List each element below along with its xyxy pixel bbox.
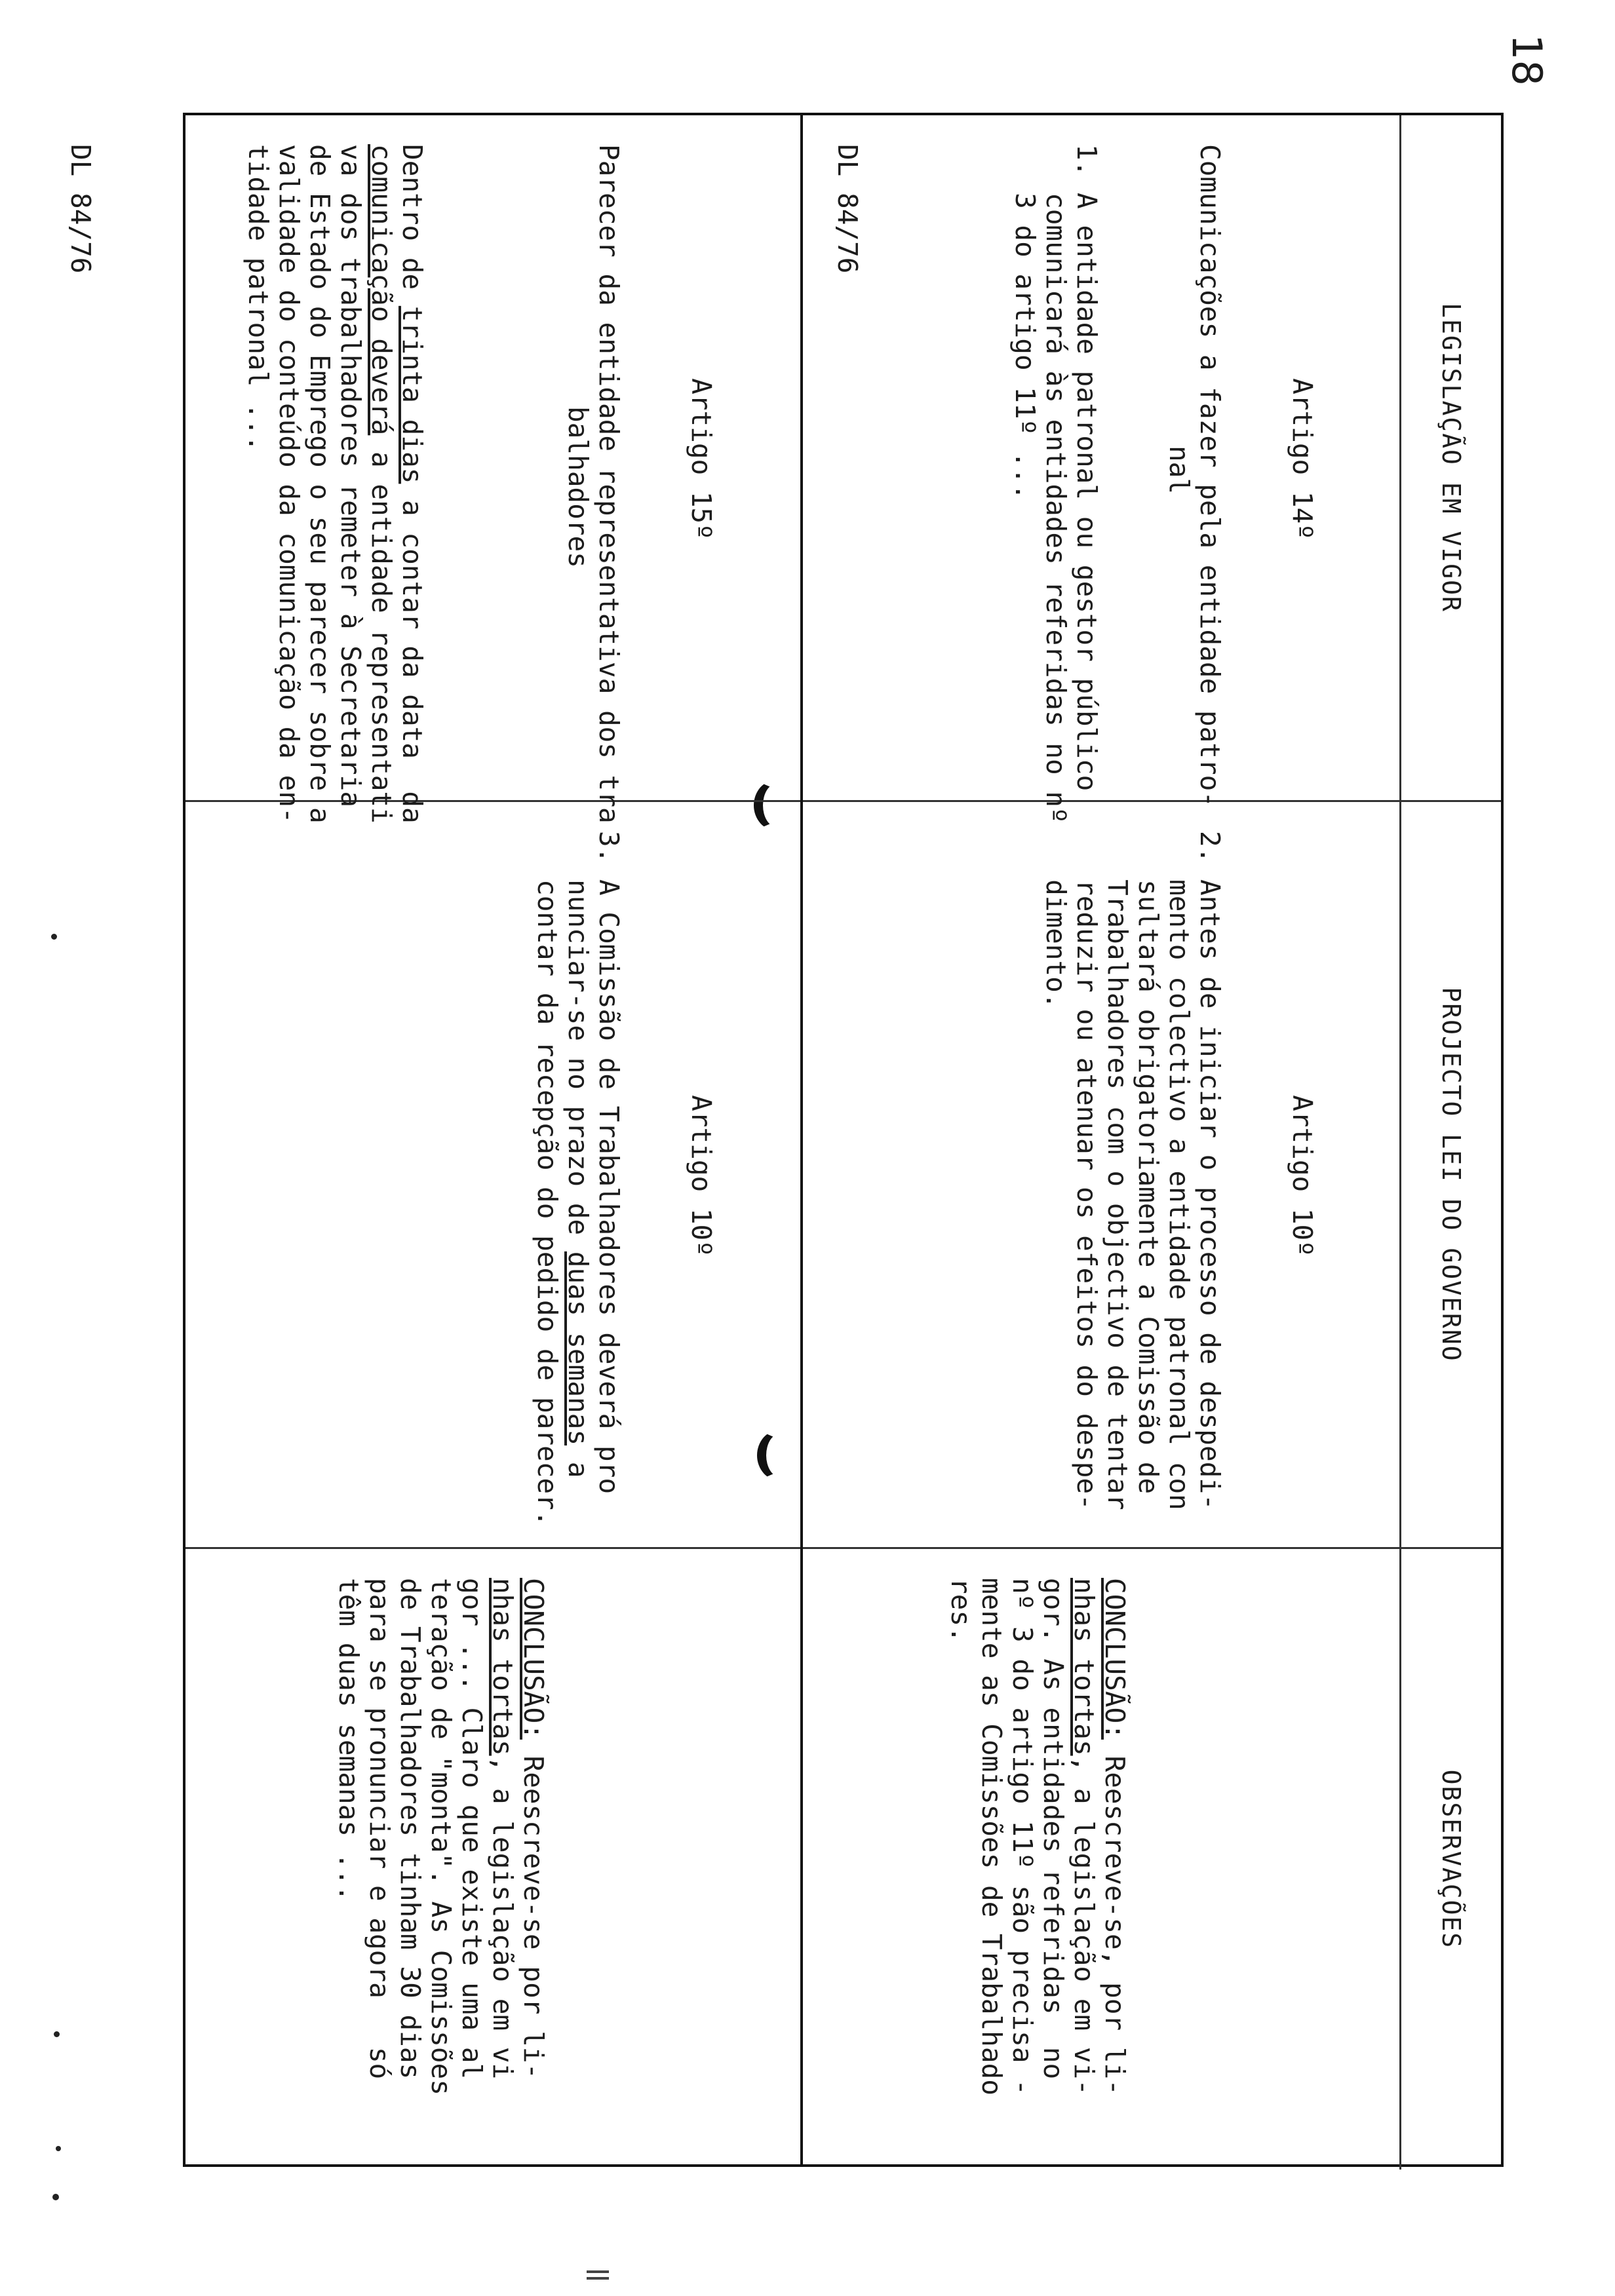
header-projecto-label: PROJECTO LEI DO GOVERNO [1437,987,1466,1362]
rotated-form [65,113,1504,2167]
header-projecto [1399,802,1501,1547]
header-observacoes-label: OBSERVAÇÕES [1437,1769,1466,1949]
comparison-table [65,113,1504,2167]
row2-legislacao-paragrafo: Dentro de trinta dias a contar da data da comunicação deverá a entidade representati va dos trabalhadores remeter à Secretaria de Estado do Emprego o seu parecer sobre a validade do conteúdo da comunicação da en- tidade patronal ... [243,144,428,824]
row1-legislacao-item: 1. A entidade patronal ou gestor público comunicará às entidades referidas no nº 3 do artigo 11º ... [1009,144,1102,824]
scan-mark [587,2270,609,2273]
row2-conclusao: CONCLUSÃO: Reescreve-se por li- nhas tortas, a legislação em vi gor ... Claro que existe uma al teração de "monta". As Comissões de Trabalhadores tinham 30 dias para se pronunciar e agora só têm duas semanas ... [333,1578,549,2095]
scan-speck [51,934,57,940]
row1-legislacao-cell [803,115,1401,824]
row2-legislacao-titulo: Parecer da entidade representativa dos tra balhadores [562,144,625,824]
row2-legislacao-fonte: DL 84/76 [65,144,96,274]
row2-projecto-artigo: Artigo 10º [686,1095,717,1257]
row1-projecto-cell [803,802,1401,1547]
header-legislacao-label: LEGISLAÇÃO EM VIGOR [1437,303,1466,613]
row2-projecto-cell [180,802,800,1547]
row1-projecto-item: 2. Antes de iniciar o processo de despedi- mento colectivo a entidade patronal con sultará obrigatoriamente a Comissão de Trabalhadores com o objectivo de tentar reduzir ou atenuar os efeitos do despe- dimento. [1040,831,1226,1510]
row2-observacoes-cell [180,1549,800,2170]
scan-speck [56,2146,61,2151]
header-legislacao [1399,115,1501,800]
scan-speck [52,2194,59,2200]
page-number: 18 [1503,34,1551,86]
row1-conclusao: CONCLUSÃO: Reescreve-se, por li- nhas tortas, a legislação em vi- gor. As entidades referidas no nº 3 do artigo 11º são precisa - mente as Comissões de Trabalhado res. [945,1578,1131,2095]
row2-projecto-item: 3. A Comissão de Trabalhadores deverá pro nunciar-se no prazo de duas semanas a contar da recepção do pedido de parecer. [532,831,625,1527]
row2-legislacao-artigo: Artigo 15º [686,378,717,540]
row1-projecto-artigo: Artigo 10º [1287,1095,1318,1257]
row1-legislacao-artigo: Artigo 14º [1287,378,1318,540]
scan-speck [54,2031,60,2037]
row1-observacoes-cell [803,1549,1401,2170]
header-observacoes [1399,1549,1501,2170]
row1-legislacao-fonte: DL 84/76 [832,144,863,274]
row2-legislacao-cell [65,115,800,824]
row1-legislacao-titulo: Comunicações a fazer pela entidade patro- nal [1163,144,1226,808]
